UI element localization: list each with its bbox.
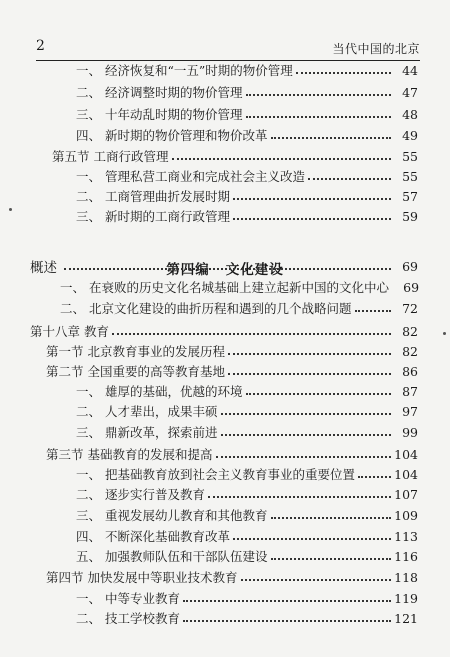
- part-number: 第四编: [166, 262, 210, 278]
- entry-page-number: 49: [402, 127, 418, 143]
- entry-page-number: 113: [394, 528, 418, 544]
- toc-entry: [0, 361, 450, 381]
- toc-entry: [0, 125, 450, 145]
- dot-leader: [228, 373, 391, 375]
- dot-leader: [221, 434, 391, 436]
- entry-page-number: 118: [394, 569, 418, 585]
- dot-leader: [241, 579, 391, 581]
- entry-page-number: 69: [403, 279, 420, 295]
- entry-number: 第一节: [46, 344, 84, 359]
- entry-number: 四、: [76, 529, 102, 544]
- book-title: 当代中国的北京: [332, 42, 420, 56]
- entry-page-number: 55: [402, 148, 418, 164]
- dot-leader: [271, 517, 391, 519]
- toc-entry: [0, 186, 450, 206]
- toc-entry: [0, 505, 450, 525]
- entry-number: 一、: [76, 467, 102, 482]
- entry-title: 经济调整时期的物价管理: [105, 85, 243, 100]
- dot-leader: [358, 476, 391, 478]
- entry-number: 一、: [76, 63, 102, 78]
- dot-leader: [355, 310, 391, 312]
- entry-number: 第二节: [46, 364, 84, 379]
- entry-title: 鼎新改革，探索前进: [105, 425, 218, 440]
- entry-page-number: 107: [394, 486, 418, 502]
- entry-page-number: 97: [402, 403, 418, 419]
- entry-title: 经济恢复和“一五”时期的物价管理: [105, 63, 293, 78]
- entry-page-number: 104: [394, 446, 418, 462]
- dot-leader: [172, 158, 391, 160]
- entry-title: 技工学校教育: [105, 611, 181, 626]
- part-title: 文化建设: [225, 262, 284, 278]
- entry-number: 第三节: [46, 447, 84, 462]
- toc-entry: [0, 381, 450, 401]
- entry-title: 在衰败的历史文化名城基础上建立起新中国的文化中心: [89, 280, 390, 295]
- page-number: 2: [36, 38, 45, 54]
- entry-title: 管理私营工商业和完成社会主义改造: [105, 169, 306, 184]
- toc-entry: [0, 526, 450, 546]
- entry-number: 五、: [76, 549, 102, 564]
- entry-page-number: 72: [402, 300, 418, 316]
- entry-number: 四、: [76, 128, 102, 143]
- entry-number: 一、: [76, 169, 102, 184]
- entry-title: 新时期的物价管理和物价改革: [105, 128, 268, 143]
- dot-leader: [64, 268, 391, 270]
- toc-entry: [0, 206, 450, 226]
- toc-entry: [0, 567, 450, 587]
- entry-page-number: 44: [402, 62, 418, 78]
- entry-number: 三、: [76, 107, 102, 122]
- dot-leader: [233, 538, 391, 540]
- dot-leader: [271, 558, 391, 560]
- toc-entry: [0, 546, 450, 566]
- entry-number: 一、: [76, 591, 102, 606]
- dot-leader: [246, 116, 391, 118]
- entry-number: 第十八章: [30, 324, 81, 339]
- toc-entry: [0, 277, 450, 297]
- entry-number: 二、: [76, 85, 102, 100]
- dot-leader: [112, 333, 391, 335]
- entry-number: 二、: [76, 487, 102, 502]
- entry-page-number: 86: [402, 363, 418, 379]
- entry-title: 逐步实行普及教育: [105, 487, 206, 502]
- entry-title: 北京教育事业的发展历程: [87, 344, 226, 359]
- entry-title: 北京文化建设的曲折历程和遇到的几个战略问题: [89, 301, 352, 316]
- entry-number: 三、: [76, 425, 102, 440]
- entry-page-number: 82: [402, 323, 418, 339]
- entry-page-number: 57: [402, 188, 418, 204]
- toc-entry: [0, 588, 450, 608]
- dot-leader: [208, 496, 391, 498]
- entry-page-number: 59: [402, 208, 418, 224]
- entry-page-number: 99: [402, 424, 418, 440]
- entry-title: 加快发展中等职业技术教育: [87, 570, 238, 585]
- toc-entry: [0, 608, 450, 628]
- entry-number: 三、: [76, 209, 102, 224]
- entry-number: 二、: [60, 301, 86, 316]
- entry-page-number: 48: [402, 106, 418, 122]
- entry-title: 加强教师队伍和干部队伍建设: [105, 549, 268, 564]
- entry-number: 第四节: [46, 570, 84, 585]
- dot-leader: [233, 218, 391, 220]
- entry-page-number: 109: [394, 507, 418, 523]
- toc-entry: [0, 298, 450, 318]
- entry-page-number: 121: [394, 610, 418, 626]
- entry-title: 中等专业教育: [105, 591, 181, 606]
- entry-title: 雄厚的基础，优越的环境: [105, 384, 243, 399]
- entry-title: 不断深化基础教育改革: [105, 529, 231, 544]
- toc-entry: [0, 82, 450, 102]
- toc-entry: [0, 104, 450, 124]
- toc-entry: [0, 444, 450, 464]
- dot-leader: [296, 72, 391, 74]
- toc-entry: [0, 60, 450, 80]
- dot-leader: [246, 94, 391, 96]
- entry-page-number: 47: [402, 84, 418, 100]
- toc-entry: [0, 321, 450, 341]
- entry-number: 三、: [76, 508, 102, 523]
- toc-entry: [0, 422, 450, 442]
- toc-entry: [0, 146, 450, 166]
- dot-leader: [308, 178, 391, 180]
- scan-speck: [443, 332, 446, 335]
- dot-leader: [221, 413, 391, 415]
- entry-page-number: 87: [402, 383, 418, 399]
- entry-number: 概述: [30, 260, 57, 276]
- entry-title: 十年动乱时期的物价管理: [105, 107, 243, 122]
- dot-leader: [183, 620, 391, 622]
- entry-number: 二、: [76, 611, 102, 626]
- entry-title: 把基础教育放到社会主义教育事业的重要位置: [105, 467, 356, 482]
- entry-page-number: 55: [402, 168, 418, 184]
- entry-title: 新时期的工商行政管理: [105, 209, 231, 224]
- entry-page-number: 104: [394, 466, 418, 482]
- entry-title: 工商行政管理: [93, 149, 169, 164]
- toc-entry: [0, 464, 450, 484]
- toc-entry: [0, 256, 450, 276]
- entry-number: 二、: [76, 189, 102, 204]
- dot-leader: [271, 137, 391, 139]
- scan-speck: [9, 208, 12, 211]
- dot-leader: [183, 600, 391, 602]
- entry-title: 全国重要的高等教育基地: [87, 364, 226, 379]
- entry-title: 人才辈出，成果丰硕: [105, 404, 218, 419]
- entry-number: 第五节: [52, 149, 90, 164]
- dot-leader: [216, 456, 391, 458]
- entry-title: 基础教育的发展和提高: [87, 447, 213, 462]
- dot-leader: [228, 353, 391, 355]
- entry-title: 重视发展幼儿教育和其他教育: [105, 508, 268, 523]
- toc-entry: [0, 401, 450, 421]
- entry-page-number: 119: [394, 590, 418, 606]
- dot-leader: [246, 393, 391, 395]
- toc-entry: [0, 341, 450, 361]
- entry-number: 一、: [60, 280, 86, 295]
- entry-number: 一、: [76, 384, 102, 399]
- entry-title: 工商管理曲折发展时期: [105, 189, 231, 204]
- entry-page-number: 69: [402, 258, 418, 274]
- entry-number: 二、: [76, 404, 102, 419]
- toc-entry: [0, 484, 450, 504]
- entry-title: 教育: [84, 324, 110, 339]
- dot-leader: [233, 198, 391, 200]
- entry-page-number: 116: [394, 548, 418, 564]
- toc-entry: [0, 166, 450, 186]
- entry-page-number: 82: [402, 343, 418, 359]
